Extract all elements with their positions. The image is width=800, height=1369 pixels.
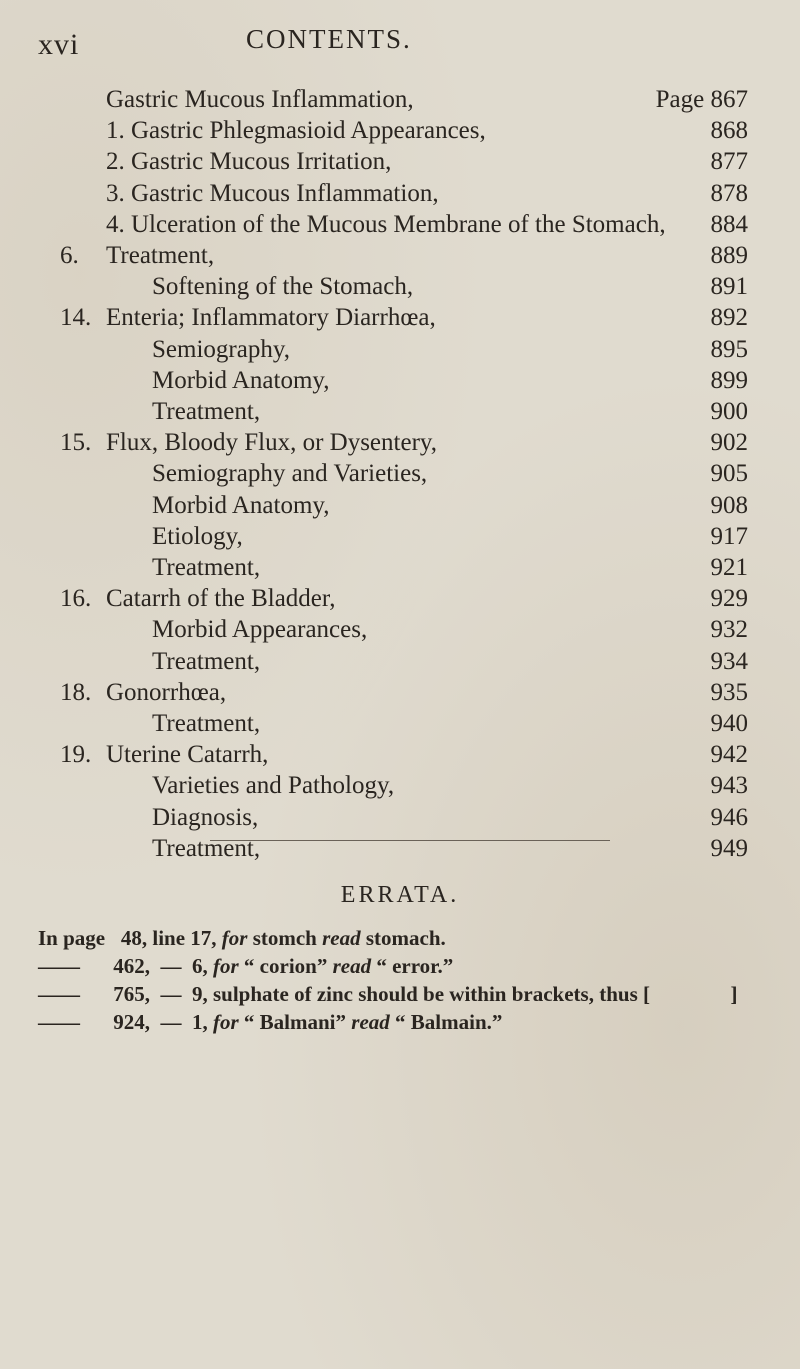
toc-entry-page: 908 — [710, 491, 748, 519]
toc-entry-number: 6. — [60, 242, 79, 269]
running-title: CONTENTS. — [246, 24, 412, 54]
toc-entry-page: 899 — [710, 366, 748, 394]
toc-entry-page: 902 — [710, 429, 748, 457]
toc-entry-title: Catarrh of the Bladder, — [106, 585, 336, 613]
errata-right: stomach. — [365, 926, 446, 950]
errata-for: for — [213, 954, 239, 978]
toc-entry-title: Treatment, — [152, 710, 261, 737]
toc-entry-page: 921 — [710, 554, 748, 581]
toc-entry — [0, 585, 800, 617]
errata-page: 48, — [120, 926, 148, 950]
errata-read: read — [351, 1010, 390, 1034]
toc-entry-page: 877 — [710, 148, 748, 176]
toc-entry-title: Treatment, — [152, 554, 261, 581]
errata-line-no: 17, — [190, 926, 217, 950]
toc-entry-page: 934 — [710, 647, 748, 675]
toc-entry-title: Morbid Anatomy, — [152, 366, 330, 394]
toc-entry-title: Uterine Catarrh, — [106, 741, 269, 769]
toc-entry-page: 932 — [710, 616, 748, 644]
errata-line-no: 1, — [192, 1010, 208, 1034]
errata-line — [38, 926, 446, 954]
toc-entry — [0, 429, 800, 461]
errata-sep: line — [152, 926, 186, 950]
errata-text: sulphate of zinc should be within brackets, thus [ — [213, 982, 650, 1006]
toc-entry-number: 15. — [60, 429, 92, 457]
toc-entry — [0, 273, 800, 305]
toc-entry — [0, 804, 800, 836]
errata-page: 462, — [113, 954, 150, 978]
toc-entry-title: Semiography, — [152, 335, 290, 363]
toc-entry — [0, 211, 800, 243]
errata-lead: —— — [38, 982, 80, 1006]
toc-entry-title: Treatment, — [152, 834, 261, 862]
toc-entry-page: 940 — [710, 710, 748, 737]
toc-entry — [0, 523, 800, 555]
toc-entry — [0, 710, 800, 742]
toc-entry — [0, 492, 800, 524]
toc-entry-page: 943 — [710, 772, 748, 800]
toc-entry-page: 942 — [710, 741, 748, 769]
errata-wrong: stomch — [252, 926, 317, 950]
toc-entry — [0, 242, 800, 274]
toc-entry — [0, 304, 800, 336]
toc-entry — [0, 772, 800, 804]
errata-line-no: 9, — [192, 982, 208, 1006]
toc-entry-title: Treatment, — [152, 647, 261, 675]
errata-page: 924, — [113, 1010, 150, 1034]
errata-right: “ Balmain.” — [395, 1010, 503, 1034]
toc-entry-page: 946 — [710, 803, 748, 831]
toc-entry-page: 884 — [710, 210, 748, 238]
toc-entry-page: Page 867 — [655, 86, 748, 113]
toc-entry-title: Gastric Mucous Inflammation, — [106, 86, 414, 113]
errata-read: read — [332, 954, 372, 978]
toc-entry-page: 895 — [710, 335, 748, 363]
toc-entry-title: 3. Gastric Mucous Inflammation, — [106, 179, 439, 207]
toc-entry-number: 16. — [60, 585, 92, 613]
toc-entry — [0, 616, 800, 648]
errata-lead: In page — [38, 926, 106, 950]
errata-sep: — — [160, 982, 182, 1006]
toc-entry-page: 889 — [710, 242, 748, 269]
toc-entry — [0, 367, 800, 399]
toc-entry-title: Treatment, — [106, 242, 215, 269]
errata-line — [38, 1010, 502, 1038]
toc-entry-title: Diagnosis, — [152, 803, 259, 831]
toc-entry-page: 929 — [710, 585, 748, 613]
toc-entry — [0, 741, 800, 773]
toc-entry-title: Flux, Bloody Flux, or Dysentery, — [106, 429, 438, 457]
toc-entry-title: 2. Gastric Mucous Irritation, — [106, 148, 392, 176]
toc-entry-page: 935 — [710, 678, 748, 706]
toc-entry — [0, 86, 800, 118]
errata-wrong: “ corion” — [243, 954, 328, 978]
errata-line — [38, 954, 453, 982]
toc-entry — [0, 117, 800, 149]
toc-entry-number: 18. — [60, 678, 92, 706]
toc-entry-page: 917 — [710, 522, 748, 550]
toc-entry — [0, 336, 800, 368]
toc-entry-page: 900 — [710, 398, 748, 425]
toc-entry-page: 891 — [710, 273, 748, 301]
errata-sep: — — [160, 1010, 182, 1034]
toc-entry-page: 878 — [710, 179, 748, 207]
toc-entry-page: 905 — [710, 460, 748, 488]
toc-entry — [0, 554, 800, 586]
errata-for: for — [213, 1010, 239, 1034]
toc-entry-title: 1. Gastric Phlegmasioid Appearances, — [106, 117, 486, 145]
toc-entry-title: Etiology, — [152, 522, 243, 550]
errata-line — [38, 982, 738, 1010]
toc-entry — [0, 398, 800, 430]
toc-entry — [0, 180, 800, 212]
toc-entry-number: 14. — [60, 304, 92, 332]
page-number: xvi — [38, 28, 80, 61]
errata-heading: ERRATA. — [340, 882, 460, 908]
toc-entry-title: Enteria; Inflammatory Diarrhœa, — [106, 304, 436, 332]
toc-entry — [0, 648, 800, 680]
toc-entry-title: Morbid Anatomy, — [152, 491, 330, 519]
errata-right: “ error.” — [376, 954, 454, 978]
errata-line-no: 6, — [192, 954, 208, 978]
toc-entry-title: Semiography and Varieties, — [152, 460, 428, 488]
toc-entry-title: Softening of the Stomach, — [152, 273, 414, 301]
errata-wrong: “ Balmani” — [243, 1010, 347, 1034]
toc-entry-title: Morbid Appearances, — [152, 616, 368, 644]
toc-entry-page: 892 — [710, 304, 748, 332]
toc-entry-page: 868 — [710, 117, 748, 145]
errata-page: 765, — [113, 982, 150, 1006]
toc-entry — [0, 679, 800, 711]
errata-sep: — — [160, 954, 182, 978]
section-divider — [210, 840, 610, 841]
toc-entry — [0, 148, 800, 180]
toc-entry-number: 19. — [60, 741, 92, 769]
errata-lead: —— — [38, 954, 80, 978]
toc-entry-title: Varieties and Pathology, — [152, 772, 395, 800]
errata-read: read — [322, 926, 361, 950]
errata-lead: —— — [38, 1010, 80, 1034]
errata-close-bracket: ] — [730, 982, 738, 1006]
running-head — [0, 20, 800, 60]
toc-entry-title: 4. Ulceration of the Mucous Membrane of the Stomach, — [106, 210, 666, 238]
toc-entry — [0, 460, 800, 492]
toc-entry-page: 949 — [710, 834, 748, 862]
toc-entry-title: Treatment, — [152, 398, 261, 425]
errata-for: for — [221, 926, 248, 950]
toc-entry-title: Gonorrhœa, — [106, 678, 227, 706]
